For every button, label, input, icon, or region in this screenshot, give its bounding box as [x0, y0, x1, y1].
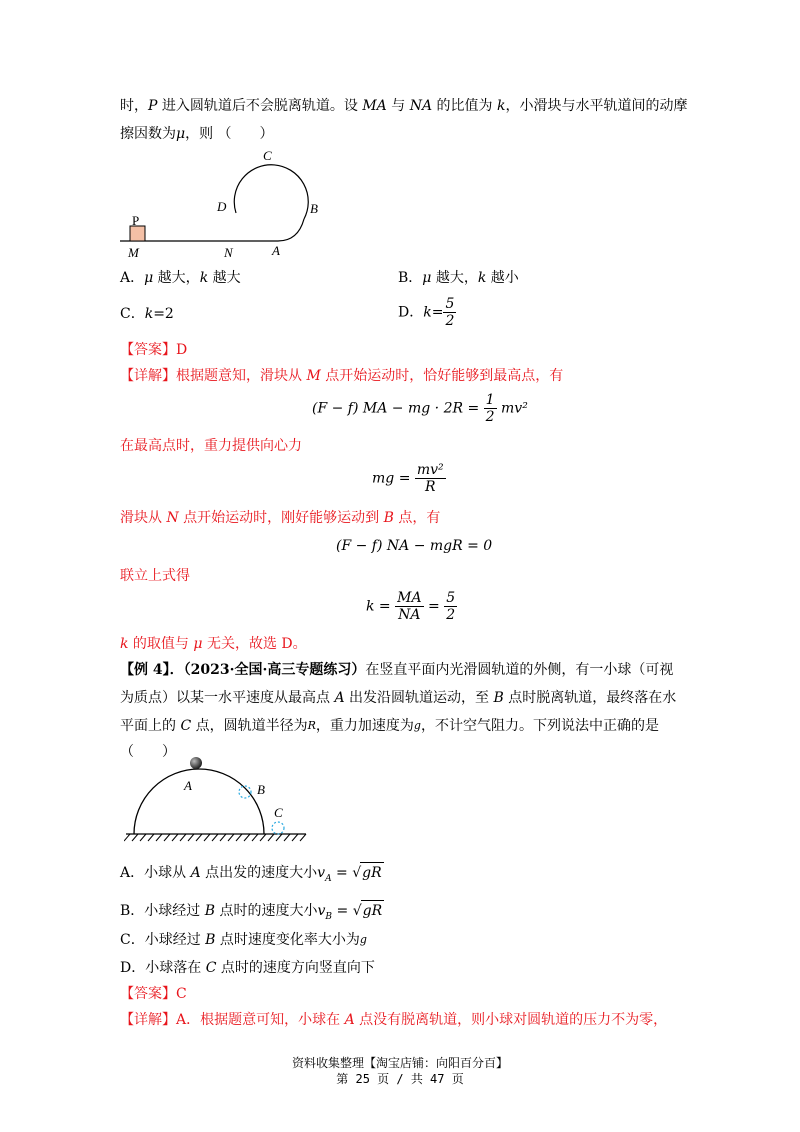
problem4-stem-line2: 为质点）以某一水平速度从最高点 A 出发沿圆轨道运动，至 B 点时脱离轨道，最终落在水	[120, 690, 677, 706]
equation-3: (F − f) NA − mgR = 0	[336, 538, 493, 554]
label-D: D	[217, 199, 227, 214]
problem4-stem-line1: 【例 4】．（2023·全国·高三专题练习）在竖直平面内光滑圆轨道的外侧，有一小球（可视	[120, 662, 674, 678]
problem3-detail-line1: 【详解】根据题意知，滑块从 M 点开始运动时，恰好能够到最高点，有	[120, 368, 564, 384]
footer-source: 资料收集整理【淘宝店铺：向阳百分百】	[291, 1056, 508, 1070]
sphere-track-figure	[124, 756, 310, 842]
problem4-option-d[interactable]: D．小球落在 C 点时的速度方向竖直向下	[120, 960, 375, 976]
label-A: A	[272, 243, 280, 258]
problem3-detail-line3: 滑块从 N 点开始运动时，刚好能够运动到 B 点，有	[120, 510, 441, 526]
problem3-stem-line2: 擦因数为μ，则 （ ）	[120, 126, 274, 142]
problem4-answer: 【答案】C	[120, 986, 187, 1002]
problem3-option-c[interactable]: C．k=2	[120, 306, 174, 322]
label-C: C	[274, 805, 283, 820]
problem3-detail-line2: 在最高点时，重力提供向心力	[120, 438, 302, 454]
problem3-detail-conclusion: k 的取值与 μ 无关，故选 D。	[120, 636, 307, 652]
problem3-option-a[interactable]: A．μ 越大，k 越大	[120, 270, 241, 286]
label-N: N	[224, 245, 233, 260]
problem4-detail-line1: 【详解】A．根据题意可知，小球在 A 点没有脱离轨道，则小球对圆轨道的压力不为零，	[120, 1012, 668, 1028]
problem3-option-d[interactable]: D．k= $\frac{5}{2}$	[398, 296, 455, 329]
label-A: A	[184, 778, 192, 793]
problem3-option-b[interactable]: B．μ 越大，k 越小	[398, 270, 519, 286]
label-P: P	[132, 213, 140, 228]
ball-position-c	[272, 822, 284, 834]
label-B: B	[310, 201, 318, 216]
problem3-answer: 【答案】D	[120, 342, 188, 358]
label-C: C	[263, 148, 272, 163]
ball-at-a	[190, 757, 202, 769]
equation-4: k = $\frac{MA}{NA}$ = $\frac{5}{2}$	[366, 590, 456, 623]
loop-track-figure	[118, 145, 338, 260]
label-M: M	[128, 245, 139, 260]
equation-2: mg = $\frac{\text{mv²}}{R}$	[372, 462, 444, 495]
equation-1: (F − f) MA − mg · 2R = $\frac{1}{2}$ mv²	[312, 392, 528, 425]
problem4-option-a[interactable]: A．小球从 A 点出发的速度大小$v_A = √gR$	[120, 862, 384, 889]
label-B: B	[257, 782, 265, 797]
problem4-stem-line3: 平面上的 C 点，圆轨道半径为$^R$，重力加速度为$^g$，不计空气阻力。下列说法中正确的是	[120, 718, 659, 734]
problem4-option-b[interactable]: B．小球经过 B 点时的速度大小$v_B = √gR$	[120, 900, 384, 927]
problem3-stem-line1: 时，P 进入圆轨道后不会脱离轨道。设 MA 与 NA 的比值为 k，小滑块与水平轨道间的动摩	[120, 98, 688, 114]
problem4-option-c[interactable]: C．小球经过 B 点时速度变化率大小为$^g$	[120, 932, 367, 948]
problem4-stem-line4: （ ）	[120, 744, 176, 760]
footer-page-number: 第 25 页 / 共 47 页	[336, 1072, 464, 1086]
problem3-detail-line4: 联立上式得	[120, 568, 190, 584]
